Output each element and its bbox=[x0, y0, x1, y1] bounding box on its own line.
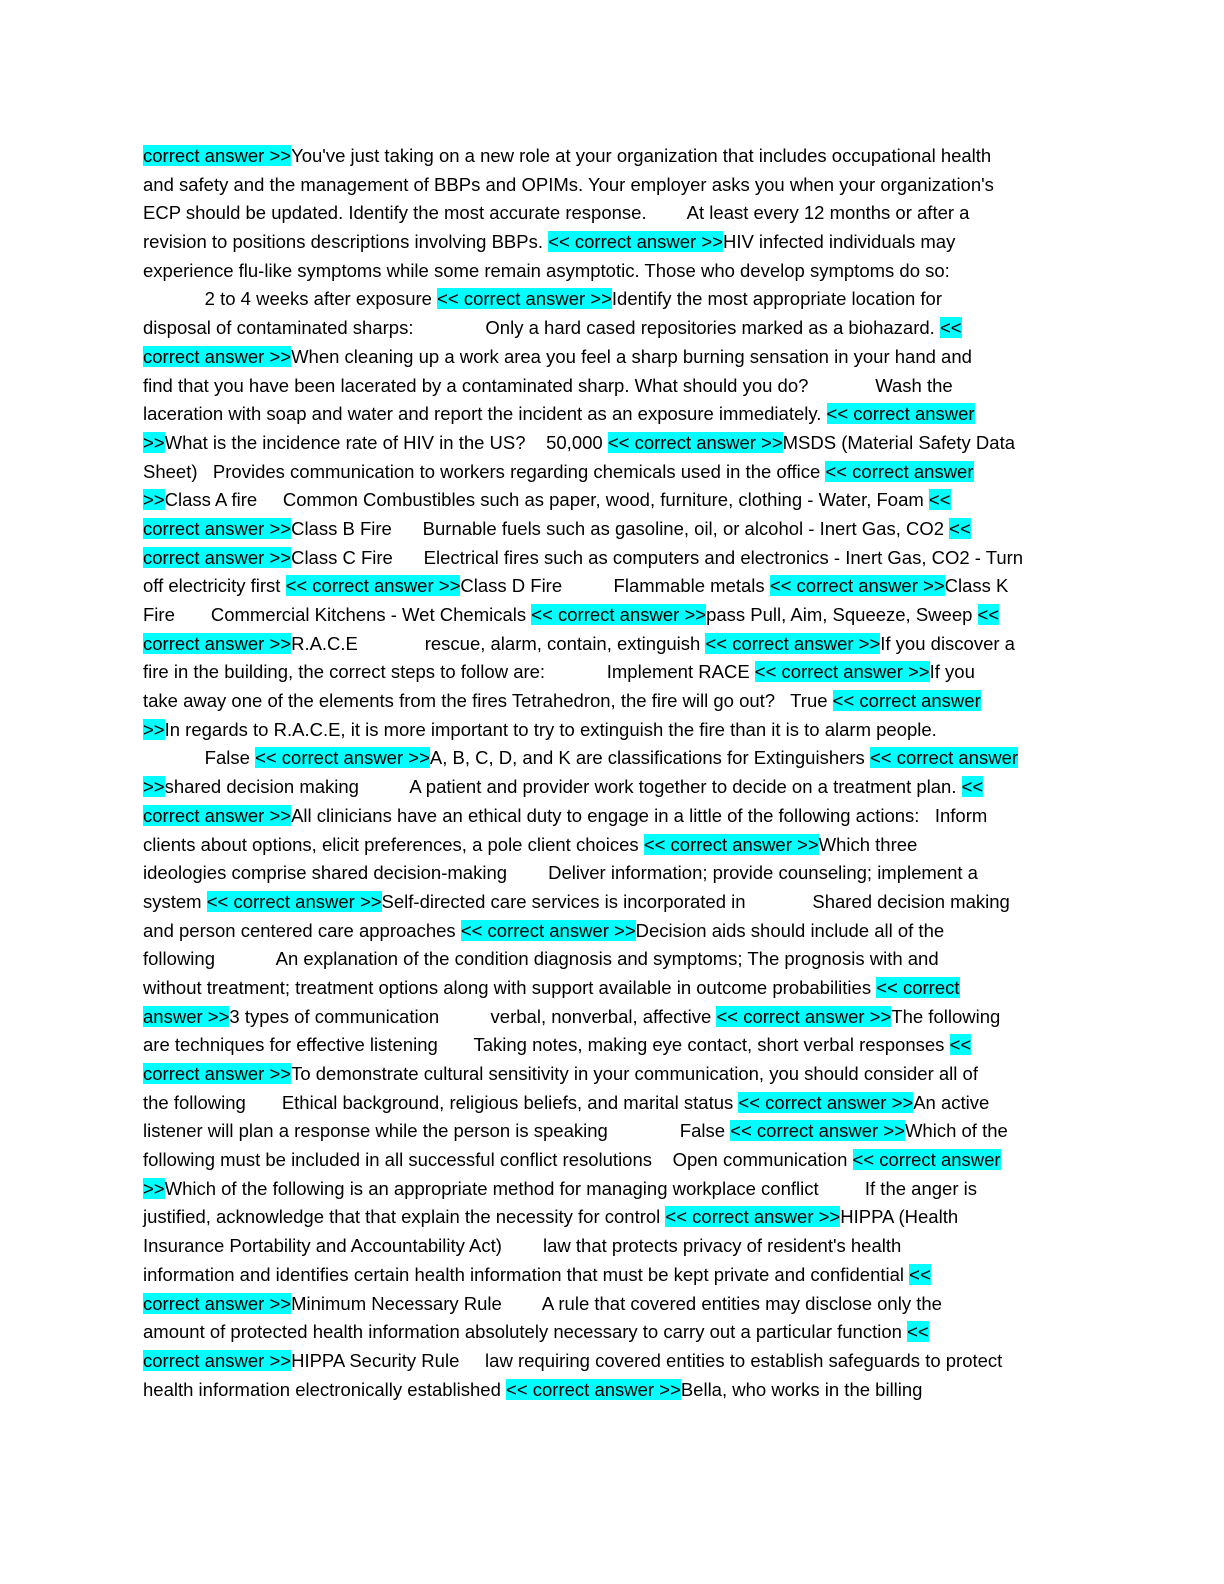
answer-highlight: << correct answer >> bbox=[716, 1005, 892, 1027]
text-segment: MSDS (Material Safety Data bbox=[782, 431, 1015, 453]
text-line bbox=[143, 314, 1073, 343]
text-segment: ECP should be updated. Identify the most accurate response. At least every 12 months or after a bbox=[143, 202, 970, 224]
text-segment: justified, acknowledge that that explain the necessity for control bbox=[143, 1206, 666, 1228]
text-segment: What is the incidence rate of HIV in the US? 50,000 bbox=[164, 431, 608, 453]
text-line bbox=[143, 601, 1073, 630]
answer-highlight: << correct answer >> bbox=[665, 1206, 841, 1228]
text-segment: Class A fire Common Combustibles such as paper, wood, furniture, clothing - Water, Foam bbox=[164, 489, 929, 511]
text-line bbox=[143, 917, 1073, 946]
answer-highlight: << correct answer >> bbox=[255, 747, 430, 769]
text-line bbox=[143, 486, 1073, 515]
text-segment: All clinicians have an ethical duty to engage in a little of the following actions: Inform bbox=[291, 804, 988, 826]
text-line bbox=[143, 1203, 1073, 1232]
answer-highlight: << correct answer >> bbox=[730, 1120, 905, 1142]
answer-highlight: correct answer >> bbox=[143, 1349, 292, 1371]
text-line bbox=[143, 515, 1073, 544]
text-line bbox=[143, 257, 1073, 286]
text-segment: Self-directed care services is incorporated in Shared decision making bbox=[381, 890, 1010, 912]
text-segment: following An explanation of the condition diagnosis and symptoms; The prognosis with and bbox=[143, 948, 939, 970]
text-line bbox=[143, 1290, 1073, 1319]
text-segment: R.A.C.E rescue, alarm, contain, extinguish bbox=[291, 632, 706, 654]
text-segment: 2 to 4 weeks after exposure bbox=[143, 288, 438, 310]
text-line bbox=[143, 1146, 1073, 1175]
answer-highlight: << correct answer bbox=[825, 460, 974, 482]
answer-highlight: << correct answer >> bbox=[754, 661, 930, 683]
text-segment: False bbox=[143, 747, 256, 769]
text-segment: HIPPA (Health bbox=[840, 1206, 959, 1228]
text-segment: ideologies comprise shared decision-making Deliver information; provide counseling; implement a bbox=[143, 862, 978, 884]
text-line bbox=[143, 1089, 1073, 1118]
text-line bbox=[143, 1175, 1073, 1204]
text-line bbox=[143, 572, 1073, 601]
text-segment: Sheet) Provides communication to workers regarding chemicals used in the office bbox=[143, 460, 826, 482]
answer-highlight: << correct answer bbox=[852, 1149, 1001, 1171]
text-segment: shared decision making A patient and provider work together to decide on a treatment plan. bbox=[164, 776, 962, 798]
text-segment: fire in the building, the correct steps to follow are: Implement RACE bbox=[143, 661, 755, 683]
text-segment: Class D Fire Flammable metals bbox=[460, 575, 770, 597]
answer-highlight: << bbox=[961, 776, 984, 798]
text-segment: take away one of the elements from the fires Tetrahedron, the fire will go out? True bbox=[143, 690, 833, 712]
text-line bbox=[143, 199, 1073, 228]
answer-highlight: << bbox=[928, 489, 951, 511]
text-line bbox=[143, 228, 1073, 257]
answer-highlight: >> bbox=[143, 489, 165, 511]
text-line bbox=[143, 658, 1073, 687]
answer-highlight: correct answer >> bbox=[143, 1063, 292, 1084]
text-line bbox=[143, 343, 1073, 372]
answer-highlight: << correct answer >> bbox=[285, 575, 461, 597]
answer-highlight: << bbox=[949, 1034, 972, 1056]
answer-highlight: correct answer >> bbox=[143, 632, 292, 654]
text-line bbox=[143, 716, 1073, 745]
answer-highlight: << correct bbox=[876, 976, 960, 998]
answer-highlight: << bbox=[949, 517, 971, 539]
answer-highlight: correct answer >> bbox=[143, 804, 292, 826]
text-segment: The following bbox=[891, 1005, 1001, 1027]
text-segment: A, B, C, D, and K are classifications for Extinguishers bbox=[429, 747, 870, 769]
text-line bbox=[143, 773, 1073, 802]
text-segment: An active bbox=[913, 1091, 990, 1113]
answer-highlight: correct answer >> bbox=[143, 1292, 292, 1314]
text-segment: Decision aids should include all of the bbox=[635, 919, 945, 941]
text-segment: Fire Commercial Kitchens - Wet Chemicals bbox=[143, 604, 532, 625]
answer-highlight: << correct answer >> bbox=[769, 575, 945, 597]
answer-highlight: << correct answer >> bbox=[531, 604, 707, 625]
answer-highlight: correct answer >> bbox=[143, 345, 292, 367]
text-line bbox=[143, 859, 1073, 888]
text-line bbox=[143, 400, 1073, 429]
text-line bbox=[143, 1117, 1073, 1146]
answer-highlight: << correct answer bbox=[832, 690, 981, 712]
answer-highlight: << correct answer >> bbox=[506, 1378, 681, 1400]
answer-highlight: >> bbox=[143, 431, 165, 453]
text-segment: disposal of contaminated sharps: Only a hard cased repositories marked as a biohazard. bbox=[143, 317, 940, 339]
text-segment: You've just taking on a new role at your organization that includes occupational health bbox=[291, 145, 992, 166]
text-segment: health information electronically established bbox=[143, 1378, 507, 1400]
text-segment: Minimum Necessary Rule A rule that covered entities may disclose only the bbox=[291, 1292, 942, 1314]
text-segment: the following Ethical background, religious beliefs, and marital status bbox=[143, 1091, 739, 1113]
text-segment: without treatment; treatment options along with support available in outcome probabilities bbox=[143, 976, 877, 998]
answer-highlight: answer >> bbox=[143, 1005, 230, 1027]
text-line bbox=[143, 285, 1073, 314]
text-segment: Bella, who works in the billing bbox=[680, 1378, 923, 1400]
answer-highlight: << correct answer >> bbox=[437, 288, 612, 310]
answer-highlight: correct answer >> bbox=[143, 517, 292, 539]
text-line bbox=[143, 429, 1073, 458]
text-segment: information and identifies certain health information that must be kept private and confidential bbox=[143, 1263, 910, 1285]
text-line bbox=[143, 831, 1073, 860]
text-segment: and person centered care approaches bbox=[143, 919, 461, 941]
text-segment: off electricity first bbox=[143, 575, 286, 597]
text-line bbox=[143, 744, 1073, 773]
text-segment: laceration with soap and water and report the incident as an exposure immediately. bbox=[143, 403, 827, 425]
text-line bbox=[143, 171, 1073, 200]
answer-highlight: << bbox=[909, 1263, 931, 1285]
text-line bbox=[143, 1318, 1073, 1347]
text-segment: following must be included in all successful conflict resolutions Open communication bbox=[143, 1149, 853, 1171]
text-line bbox=[143, 1376, 1073, 1405]
text-segment: revision to positions descriptions involving BBPs. bbox=[143, 231, 549, 253]
text-segment: HIV infected individuals may bbox=[722, 231, 956, 253]
text-segment: Class B Fire Burnable fuels such as gasoline, oil, or alcohol - Inert Gas, CO2 bbox=[291, 517, 950, 539]
text-line bbox=[143, 544, 1073, 573]
answer-highlight: << correct answer >> bbox=[607, 431, 783, 453]
text-line bbox=[143, 630, 1073, 659]
text-segment: If you bbox=[929, 661, 975, 683]
text-line bbox=[143, 1031, 1073, 1060]
answer-highlight: << correct answer >> bbox=[643, 833, 819, 855]
answer-highlight: << bbox=[939, 317, 962, 339]
text-segment: Which of the bbox=[904, 1120, 1008, 1142]
answer-highlight: << correct answer >> bbox=[705, 632, 881, 654]
answer-highlight: << correct answer >> bbox=[460, 919, 636, 941]
answer-highlight: correct answer >> bbox=[143, 145, 292, 166]
text-segment: experience flu-like symptoms while some remain asymptotic. Those who develop symptoms do so: bbox=[143, 259, 950, 281]
text-segment: Which three bbox=[818, 833, 918, 855]
text-segment: pass Pull, Aim, Squeeze, Sweep bbox=[706, 604, 978, 625]
text-segment: are techniques for effective listening Taking notes, making eye contact, short verbal responses bbox=[143, 1034, 950, 1056]
text-line bbox=[143, 1261, 1073, 1290]
text-line bbox=[143, 1003, 1073, 1032]
text-segment: HIPPA Security Rule law requiring covered entities to establish safeguards to protect bbox=[291, 1349, 1003, 1371]
text-line bbox=[143, 1060, 1073, 1089]
text-line bbox=[143, 974, 1073, 1003]
text-segment: If you discover a bbox=[880, 632, 1015, 654]
text-segment: Which of the following is an appropriate method for managing workplace conflict If the anger is bbox=[164, 1177, 977, 1199]
answer-highlight: >> bbox=[143, 776, 165, 798]
text-line bbox=[143, 1232, 1073, 1261]
answer-highlight: << bbox=[977, 604, 1000, 625]
answer-highlight: << correct answer >> bbox=[738, 1091, 914, 1113]
text-line bbox=[143, 802, 1073, 831]
text-segment: clients about options, elicit preferences, a pole client choices bbox=[143, 833, 644, 855]
text-line bbox=[143, 687, 1073, 716]
text-line bbox=[143, 142, 1073, 171]
answer-highlight: << correct answer bbox=[869, 747, 1019, 769]
answer-highlight: << correct answer bbox=[826, 403, 975, 425]
text-segment: Insurance Portability and Accountability Act) law that protects privacy of resident's health bbox=[143, 1235, 902, 1257]
text-segment: Class K bbox=[944, 575, 1009, 597]
text-line bbox=[143, 1347, 1073, 1376]
answer-highlight: >> bbox=[143, 1177, 165, 1199]
text-segment: system bbox=[143, 890, 207, 912]
text-segment: When cleaning up a work area you feel a sharp burning sensation in your hand and bbox=[291, 345, 972, 367]
answer-highlight: >> bbox=[143, 718, 165, 740]
answer-highlight: << bbox=[907, 1321, 929, 1343]
text-segment: In regards to R.A.C.E, it is more important to try to extinguish the fire than it is to alarm people. bbox=[164, 718, 937, 740]
text-line bbox=[143, 888, 1073, 917]
text-segment: Class C Fire Electrical fires such as computers and electronics - Inert Gas, CO2 - Turn bbox=[291, 546, 1024, 568]
document-body bbox=[143, 142, 1073, 1404]
answer-highlight: correct answer >> bbox=[143, 546, 292, 568]
text-segment: listener will plan a response while the person is speaking False bbox=[143, 1120, 731, 1142]
text-segment: Identify the most appropriate location for bbox=[611, 288, 943, 310]
text-segment: To demonstrate cultural sensitivity in your communication, you should consider all of bbox=[291, 1063, 978, 1084]
text-segment: find that you have been lacerated by a contaminated sharp. What should you do? Wash the bbox=[143, 374, 953, 396]
text-line bbox=[143, 458, 1073, 487]
text-segment: 3 types of communication verbal, nonverbal, affective bbox=[229, 1005, 717, 1027]
text-segment: and safety and the management of BBPs and OPIMs. Your employer asks you when your organization's bbox=[143, 173, 994, 195]
answer-highlight: << correct answer >> bbox=[206, 890, 382, 912]
text-segment: amount of protected health information absolutely necessary to carry out a particular function bbox=[143, 1321, 908, 1343]
text-line bbox=[143, 372, 1073, 401]
answer-highlight: << correct answer >> bbox=[548, 231, 723, 253]
text-line bbox=[143, 945, 1073, 974]
